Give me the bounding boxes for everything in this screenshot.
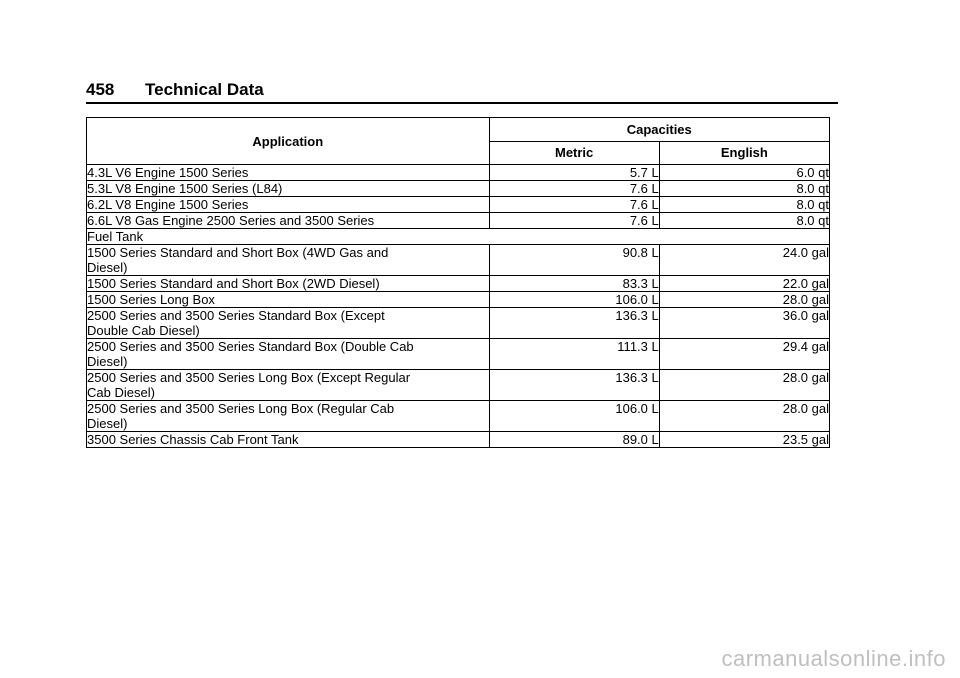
cell-english: 8.0 qt bbox=[659, 181, 829, 197]
page-header bbox=[86, 80, 838, 104]
group-fuel-tank: Fuel Tank bbox=[87, 229, 830, 245]
page-number: 458 bbox=[86, 80, 115, 99]
cell-metric: 136.3 L bbox=[489, 308, 659, 339]
cell-application-line1: 1500 Series Standard and Short Box (2WD Diesel) bbox=[87, 276, 380, 291]
cell-english: 28.0 gal bbox=[659, 401, 829, 432]
cell-metric: 136.3 L bbox=[489, 370, 659, 401]
cell-english: 8.0 qt bbox=[659, 213, 829, 229]
header-capacities: Capacities bbox=[489, 118, 829, 142]
table-row bbox=[87, 245, 830, 276]
cell-application-line2: Cab Diesel) bbox=[87, 385, 155, 400]
cell-application-line2: Double Cab Diesel) bbox=[87, 323, 200, 338]
capacities-table bbox=[86, 117, 830, 448]
table-row bbox=[87, 308, 830, 339]
cell-application bbox=[87, 370, 490, 401]
cell-english: 28.0 gal bbox=[659, 370, 829, 401]
cell-english: 36.0 gal bbox=[659, 308, 829, 339]
cell-application-line1: 1500 Series Standard and Short Box (4WD Gas and bbox=[87, 245, 389, 260]
table-row bbox=[87, 370, 830, 401]
cell-application-line1: 1500 Series Long Box bbox=[87, 292, 215, 307]
table-row bbox=[87, 401, 830, 432]
cell-metric: 83.3 L bbox=[489, 276, 659, 292]
cell-english: 23.5 gal bbox=[659, 432, 829, 448]
header-metric: Metric bbox=[489, 141, 659, 165]
table-row bbox=[87, 181, 830, 197]
table-row bbox=[87, 213, 830, 229]
cell-english: 24.0 gal bbox=[659, 245, 829, 276]
cell-application-line1: 2500 Series and 3500 Series Long Box (Regular Cab bbox=[87, 401, 395, 416]
cell-application bbox=[87, 339, 490, 370]
cell-application-line1: 2500 Series and 3500 Series Standard Box (Except bbox=[87, 308, 385, 323]
table-row bbox=[87, 197, 830, 213]
table-row bbox=[87, 339, 830, 370]
table-group-row bbox=[87, 229, 830, 245]
table-row bbox=[87, 292, 830, 308]
cell-metric: 90.8 L bbox=[489, 245, 659, 276]
cell-english: 29.4 gal bbox=[659, 339, 829, 370]
cell-metric: 106.0 L bbox=[489, 401, 659, 432]
cell-application-line2: Diesel) bbox=[87, 354, 128, 369]
header-application: Application bbox=[87, 118, 490, 165]
cell-application bbox=[87, 245, 490, 276]
watermark: carmanualsonline.info bbox=[721, 646, 946, 671]
header-english: English bbox=[659, 141, 829, 165]
cell-application bbox=[87, 292, 490, 308]
cell-english: 22.0 gal bbox=[659, 276, 829, 292]
cell-application bbox=[87, 276, 490, 292]
cell-metric: 7.6 L bbox=[489, 197, 659, 213]
cell-metric: 5.7 L bbox=[489, 165, 659, 181]
cell-application-line1: 2500 Series and 3500 Series Long Box (Except Regular bbox=[87, 370, 411, 385]
cell-application bbox=[87, 308, 490, 339]
cell-application: 6.6L V8 Gas Engine 2500 Series and 3500 Series bbox=[87, 213, 490, 229]
cell-application-line1: 3500 Series Chassis Cab Front Tank bbox=[87, 432, 299, 447]
cell-application bbox=[87, 432, 490, 448]
cell-english: 8.0 qt bbox=[659, 197, 829, 213]
cell-metric: 89.0 L bbox=[489, 432, 659, 448]
cell-application: 4.3L V6 Engine 1500 Series bbox=[87, 165, 490, 181]
cell-metric: 111.3 L bbox=[489, 339, 659, 370]
cell-application-line2: Diesel) bbox=[87, 416, 128, 431]
table-header-row bbox=[87, 118, 830, 142]
cell-metric: 106.0 L bbox=[489, 292, 659, 308]
table-row bbox=[87, 432, 830, 448]
table-row bbox=[87, 276, 830, 292]
cell-english: 28.0 gal bbox=[659, 292, 829, 308]
cell-metric: 7.6 L bbox=[489, 181, 659, 197]
cell-application: 5.3L V8 Engine 1500 Series (L84) bbox=[87, 181, 490, 197]
page-title: Technical Data bbox=[145, 80, 264, 99]
cell-metric: 7.6 L bbox=[489, 213, 659, 229]
cell-application: 6.2L V8 Engine 1500 Series bbox=[87, 197, 490, 213]
table-row bbox=[87, 165, 830, 181]
cell-application-line1: 2500 Series and 3500 Series Standard Box (Double Cab bbox=[87, 339, 414, 354]
cell-application bbox=[87, 401, 490, 432]
cell-english: 6.0 qt bbox=[659, 165, 829, 181]
cell-application-line2: Diesel) bbox=[87, 260, 128, 275]
